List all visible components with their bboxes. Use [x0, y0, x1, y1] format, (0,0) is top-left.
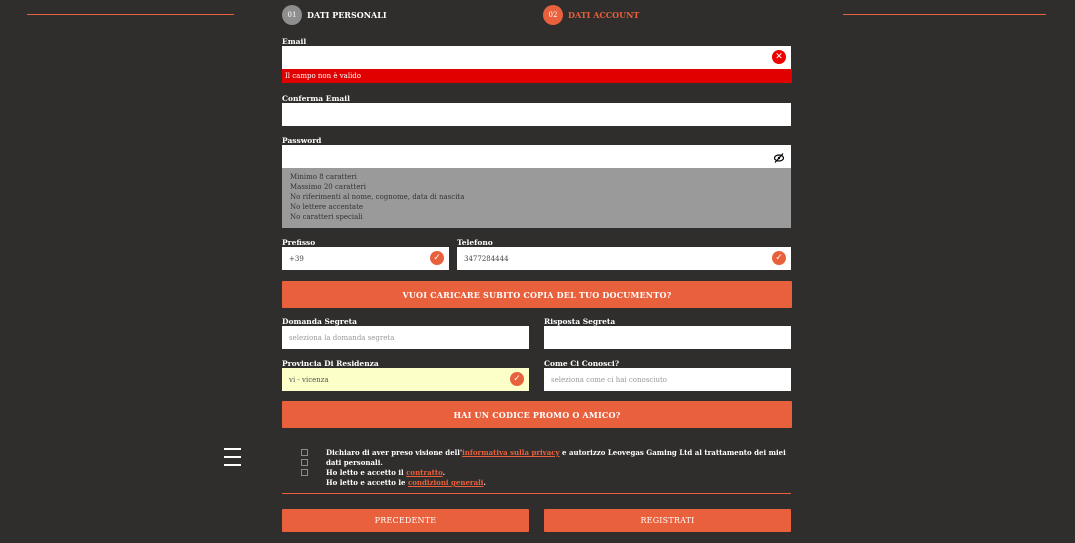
privacy-consent-text-end: e autorizzo Leovegas Gaming Ltd al trattamento dei miei dati personali.	[326, 448, 786, 467]
province-select[interactable]: vi - vicenza	[282, 368, 529, 391]
prefix-valid-check-icon: ✓	[430, 251, 444, 265]
phone-input[interactable]: 3477284444	[457, 247, 791, 270]
contract-link[interactable]: contratto	[406, 468, 443, 477]
consent-text	[326, 448, 796, 488]
privacy-policy-link[interactable]: informativa sulla privacy	[462, 448, 560, 457]
terms-consent-text: Ho letto e accetto le	[326, 478, 408, 487]
eye-slash-icon[interactable]	[773, 149, 785, 161]
clear-error-icon[interactable]: ✕	[772, 50, 786, 64]
step-1-number: 01	[282, 5, 302, 25]
password-input[interactable]	[282, 145, 791, 168]
step-2-number: 02	[543, 5, 563, 25]
secret-question-label: Domanda Segreta	[282, 317, 357, 326]
register-button[interactable]: REGISTRATI	[544, 509, 791, 532]
secret-question-select[interactable]: seleziona la domanda segreta	[282, 326, 529, 349]
promo-code-button[interactable]: HAI UN CODICE PROMO O AMICO?	[282, 401, 792, 428]
phone-label: Telefono	[457, 238, 493, 247]
form-divider-line	[282, 493, 791, 494]
terms-checkbox[interactable]	[301, 469, 308, 476]
right-divider-line	[843, 14, 1046, 15]
prefix-input[interactable]: +39	[282, 247, 449, 270]
left-divider-line	[27, 14, 234, 15]
step-1-label: DATI PERSONALI	[307, 10, 387, 20]
hamburger-menu-icon[interactable]	[224, 448, 241, 472]
contract-consent-text-end: .	[442, 468, 446, 477]
email-error-message: Il campo non è valido	[282, 69, 792, 83]
secret-answer-label: Risposta Segreta	[544, 317, 616, 326]
phone-valid-check-icon: ✓	[772, 251, 786, 265]
password-rule: Minimo 8 caratteri	[290, 173, 357, 181]
previous-button[interactable]: PRECEDENTE	[282, 509, 529, 532]
password-rule: Massimo 20 caratteri	[290, 183, 366, 191]
province-label: Provincia Di Residenza	[282, 359, 379, 368]
email-input[interactable]	[282, 46, 791, 69]
password-rule: No caratteri speciali	[290, 213, 363, 221]
confirm-email-input[interactable]	[282, 103, 791, 126]
password-rule: No riferimenti al nome, cognome, data di nascita	[290, 193, 465, 201]
confirm-email-label: Conferma Email	[282, 94, 350, 103]
password-rule: No lettere accentate	[290, 203, 364, 211]
secret-answer-input[interactable]	[544, 326, 791, 349]
how-known-label: Come Ci Conosci?	[544, 359, 620, 368]
terms-link[interactable]: condizioni generali	[407, 478, 484, 487]
password-rules	[282, 168, 791, 228]
step-2-label: DATI ACCOUNT	[568, 10, 640, 20]
privacy-consent-text: Dichiaro di aver preso visione dell'	[326, 448, 463, 457]
email-label: Email	[282, 37, 307, 46]
terms-consent-text-end: .	[483, 478, 486, 487]
province-valid-check-icon: ✓	[510, 372, 524, 386]
password-label: Password	[282, 136, 322, 145]
upload-document-button[interactable]: VUOI CARICARE SUBITO COPIA DEL TUO DOCUMENTO?	[282, 281, 792, 308]
prefix-label: Prefisso	[282, 238, 316, 247]
contract-consent-text: Ho letto e accetto il	[326, 468, 407, 477]
how-known-select[interactable]: seleziona come ci hai conosciuto	[544, 368, 791, 391]
contract-checkbox[interactable]	[301, 459, 308, 466]
privacy-checkbox[interactable]	[301, 449, 308, 456]
